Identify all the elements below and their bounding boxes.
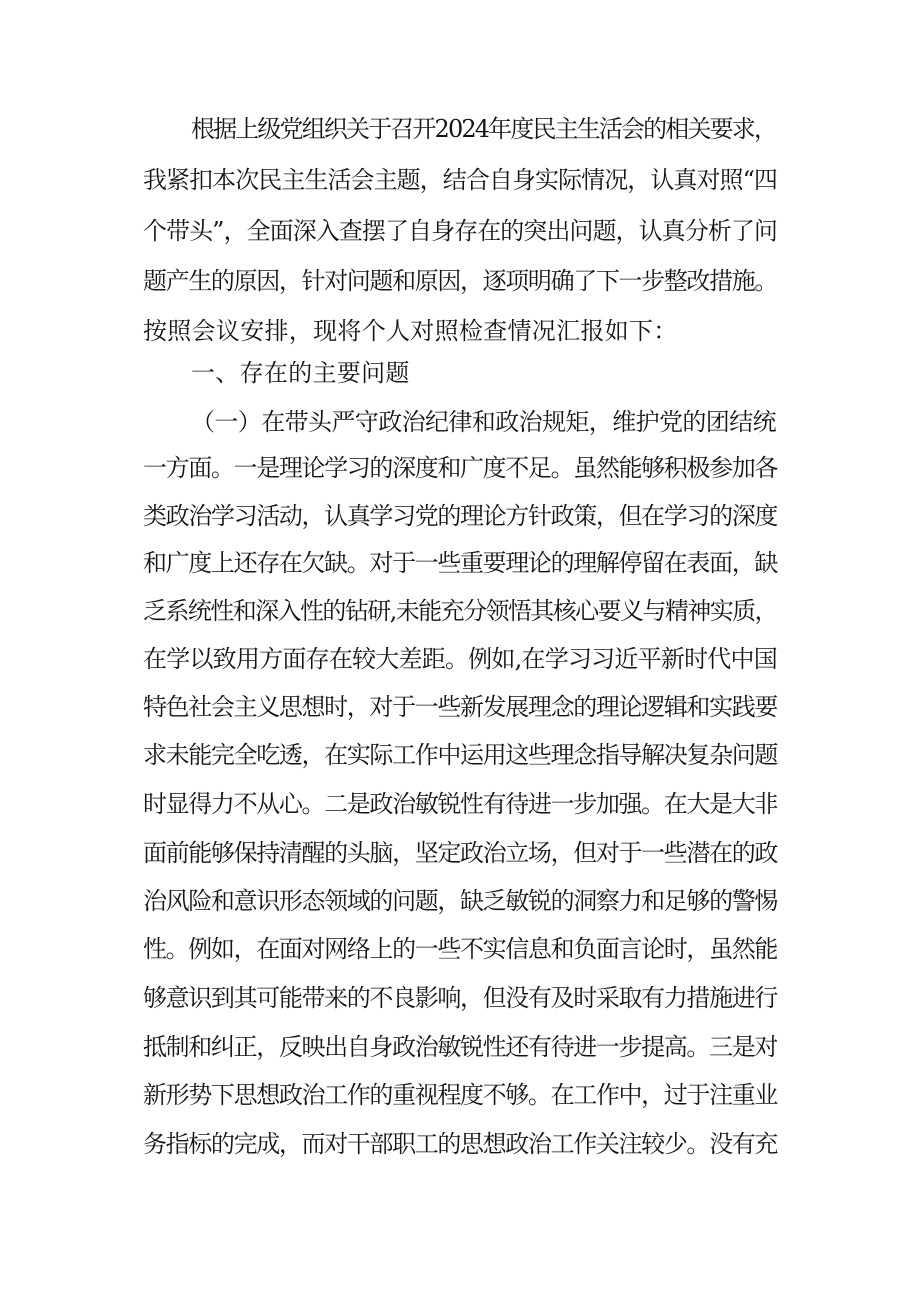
body-line-11: 性。例如，在面对网络上的一些不实信息和负面言论时，虽然能 (143, 935, 777, 963)
body-line-2: 类政治学习活动，认真学习党的理论方针政策，但在学习的深度 (143, 502, 777, 530)
body-line-4: 乏系统性和深入性的钻研,未能充分领悟其核心要义与精神实质， (143, 597, 777, 625)
body-line-7: 求未能完全吃透，在实际工作中运用这些理念指导解决复杂问题 (143, 741, 777, 769)
body-line-3: 和广度上还存在欠缺。对于一些重要理论的理解停留在表面，缺 (143, 549, 777, 577)
paragraph-1-line-5: 按照会议安排，现将个人对照检查情况汇报如下： (143, 317, 678, 345)
paragraph-1-line-4: 题产生的原因，针对问题和原因，逐项明确了下一步整改措施。 (143, 267, 777, 295)
body-line-1: 一方面。一是理论学习的深度和广度不足。虽然能够积极参加各 (143, 454, 777, 482)
body-line-14: 新形势下思想政治工作的重视程度不够。在工作中，过于注重业 (143, 1081, 777, 1109)
paragraph-1-line-1: 根据上级党组织关于召开2024年度民主生活会的相关要求， (191, 115, 776, 143)
body-line-5: 在学以致用方面存在较大差距。例如,在学习习近平新时代中国 (143, 645, 777, 673)
paragraph-1-line-2: 我紧扣本次民主生活会主题，结合自身实际情况，认真对照“四 (143, 166, 777, 194)
body-line-6: 特色社会主义思想时，对于一些新发展理念的理论逻辑和实践要 (143, 693, 777, 721)
body-line-8: 时显得力不从心。二是政治敏锐性有待进一步加强。在大是大非 (143, 790, 777, 818)
body-line-12: 够意识到其可能带来的不良影响，但没有及时采取有力措施进行 (143, 984, 777, 1012)
body-line-13: 抵制和纠正，反映出自身政治敏锐性还有待进一步提高。三是对 (143, 1033, 777, 1061)
body-line-9: 面前能够保持清醒的头脑，坚定政治立场，但对于一些潜在的政 (143, 839, 777, 867)
subsection-heading: （一）在带头严守政治纪律和政治规矩，维护党的团结统 (191, 408, 776, 436)
paragraph-1-line-3: 个带头”，全面深入查摆了自身存在的突出问题，认真分析了问 (143, 217, 777, 245)
body-line-10: 治风险和意识形态领域的问题，缺乏敏锐的洞察力和足够的警惕 (143, 887, 777, 915)
body-line-15: 务指标的完成，而对干部职工的思想政治工作关注较少。没有充 (143, 1130, 777, 1158)
section-heading: 一、存在的主要问题 (191, 359, 410, 387)
